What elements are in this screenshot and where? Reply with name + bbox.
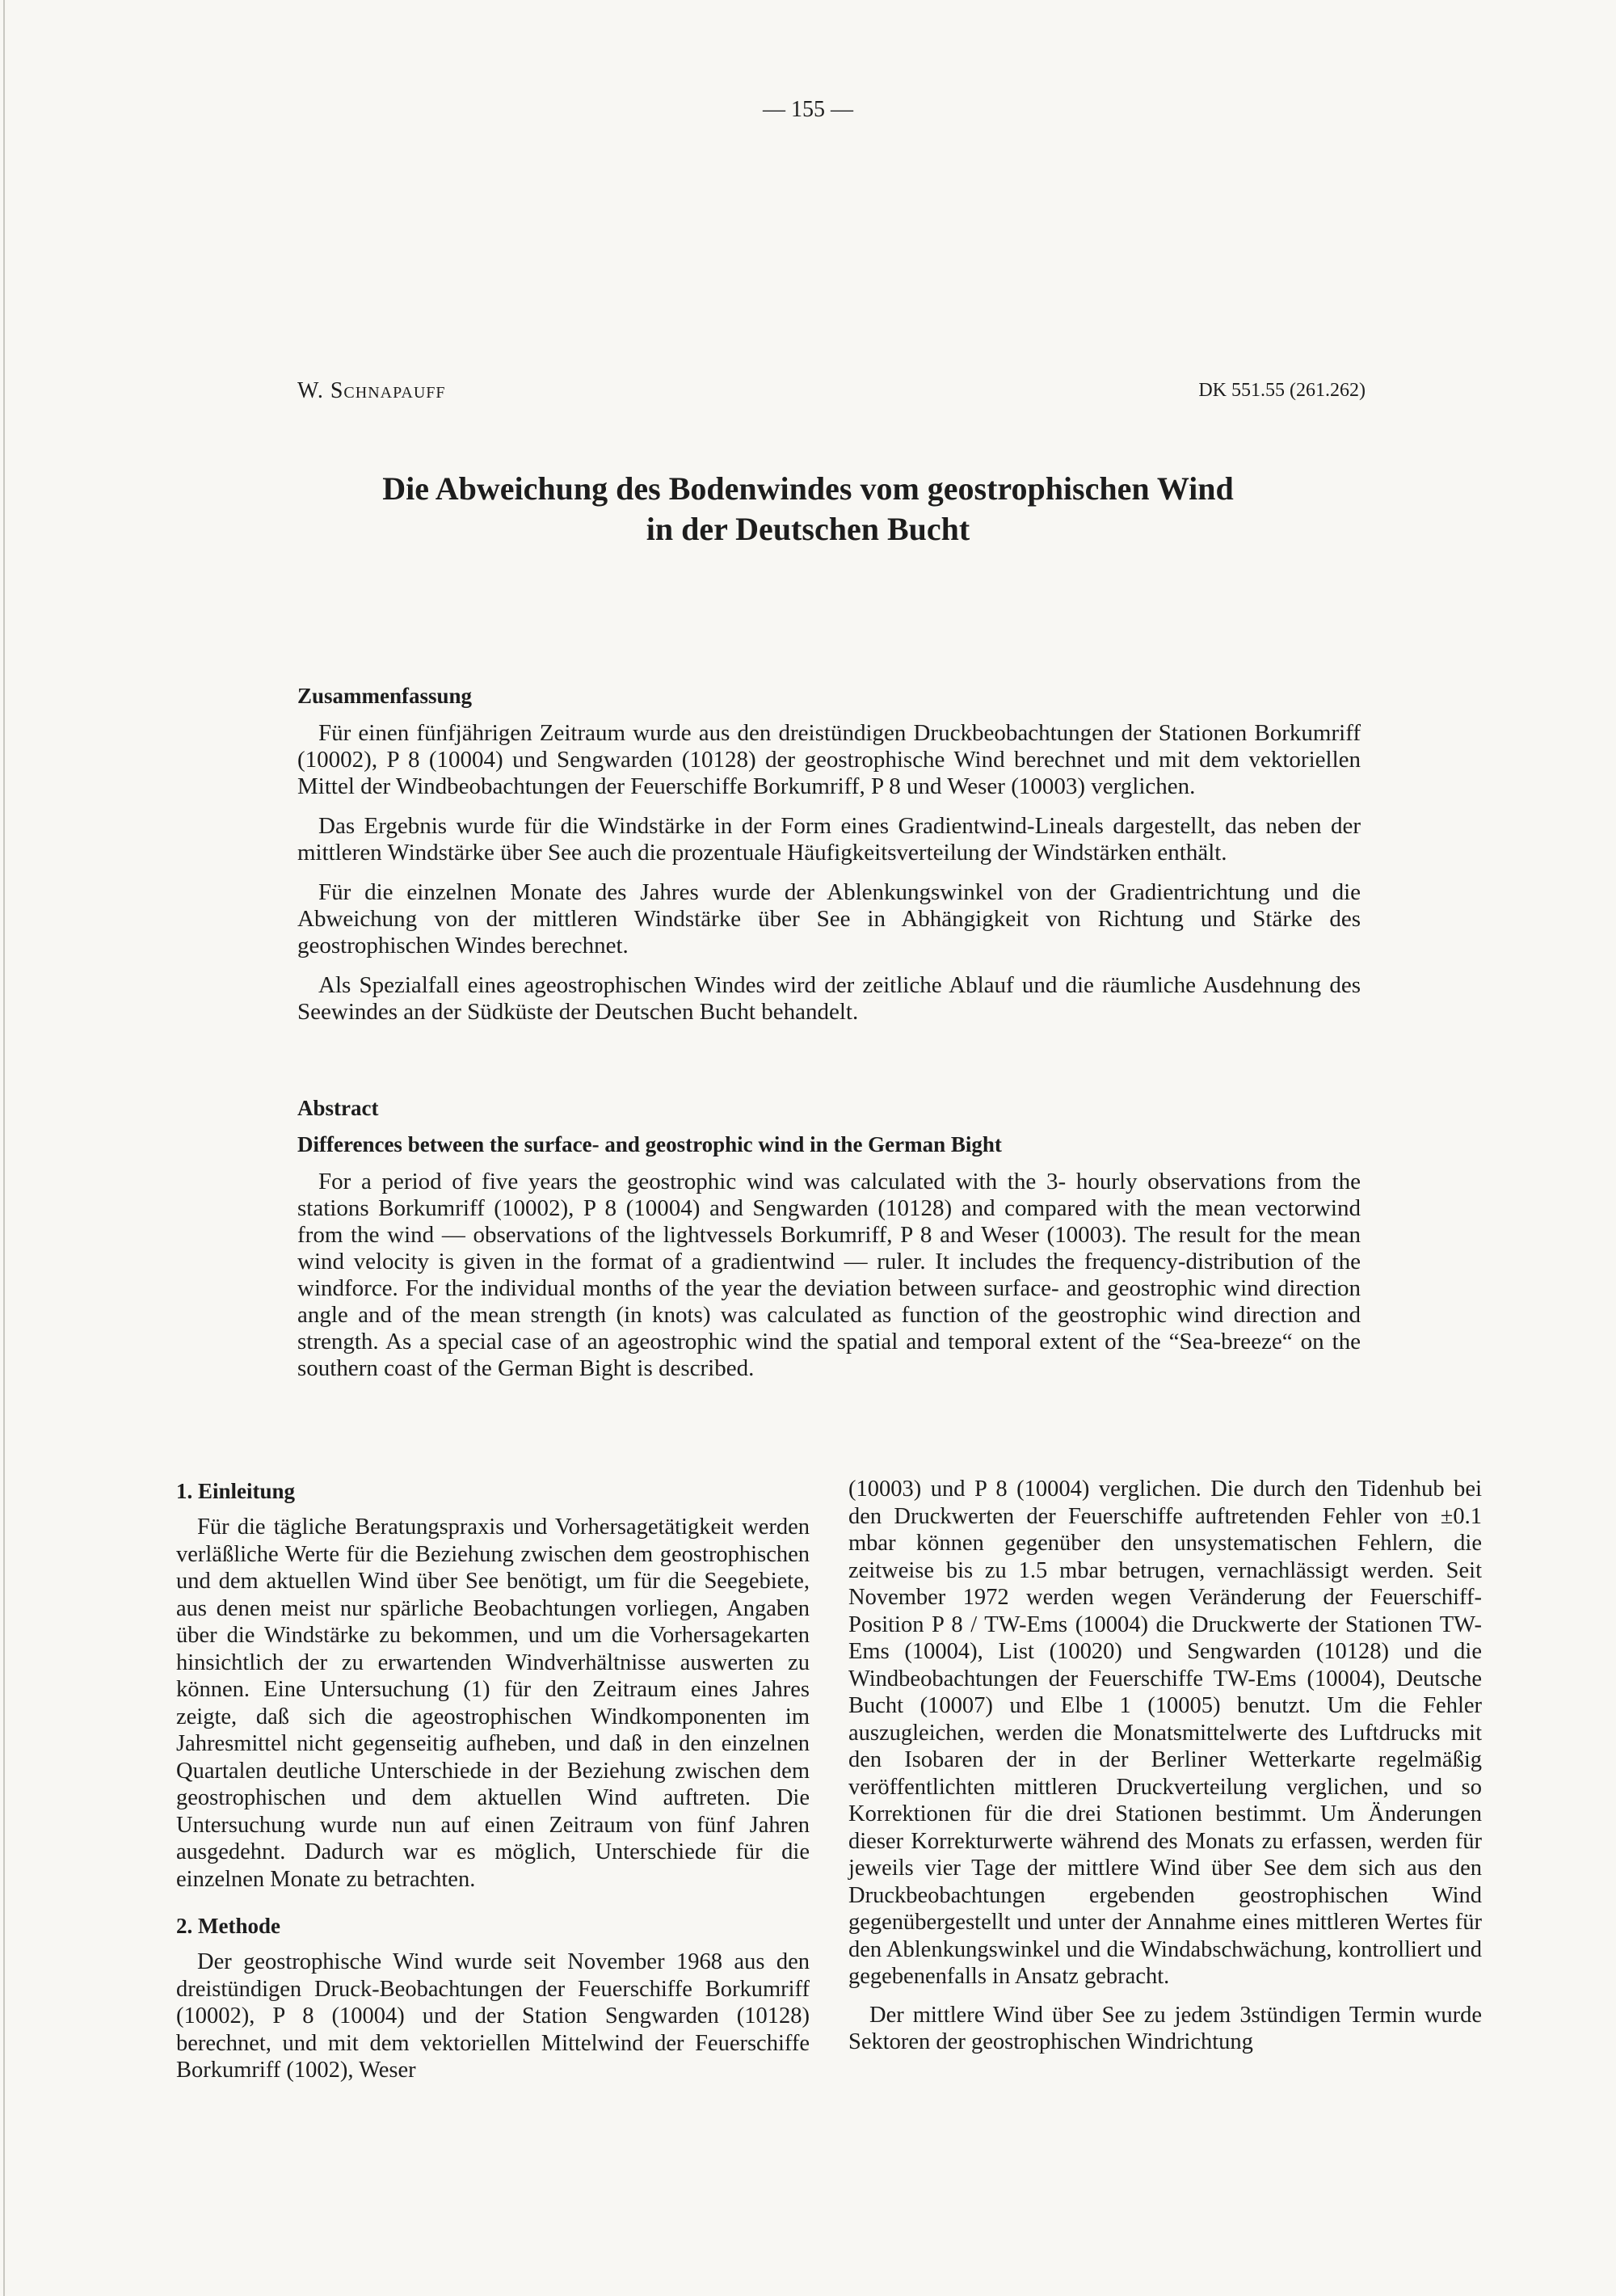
- right-column-paragraph: (10003) und P 8 (10004) verglichen. Die durch den Tidenhub bei den Druckwerten der Feuerschiffe auftretenden Fehler von ±0.1 mbar können gegenüber den unsystematischen Fehlern, die zeitweise bis zu 1.5 mbar betrugen, vernachlässigt werden. Seit November 1972 werden wegen Veränderung der Feuerschiff-Position P 8 / TW-Ems (10004) die Druckwerte der Stationen TW-Ems (10004), List (10020) und Sengwarden (10128) und die Windbeobachtungen der Feuerschiffe TW-Ems (10004), Deutsche Bucht (10007) und Elbe 1 (10005) benutzt. Um die Fehler auszugleichen, werden die Monatsmittelwerte des Luftdrucks mit den Isobaren der in der Berliner Wetterkarte regelmäßig veröffentlichten mittleren Druckverteilung verglichen, und so Korrektionen für die drei Stationen bestimmt. Um Änderungen dieser Korrekturwerte während des Monats zu erfassen, werden für jeweils vier Tage der mittlere Wind über See dem sich aus den Druckbeobachtungen ergebenden geostrophischen Wind gegenübergestellt und unter der Annahme eines mittleren Wertes für den Ablenkungswinkel und die Windabschwächung, kontrolliert und gegebenenfalls in Ansatz gebracht.: [848, 1477, 1482, 1989]
- abstract-subheading: Differences between the surface- and geostrophic wind in the German Bight: [297, 1132, 1002, 1156]
- zusammenfassung-paragraph: Das Ergebnis wurde für die Windstärke in der Form eines Gradientwind-Lineals dargestellt, das neben der mittleren Windstärke über See auch die prozentuale Häufigkeitsverteilung der Windstärken enthält.: [297, 813, 1361, 866]
- abstract-heading: Abstract: [297, 1096, 379, 1120]
- author: [297, 378, 446, 404]
- scan-edge: [3, 0, 5, 2296]
- dk-classification: DK 551.55 (261.262): [1198, 380, 1366, 401]
- einleitung-heading: 1. Einleitung: [176, 1479, 296, 1503]
- methode-paragraph: Der geostrophische Wind wurde seit November 1968 aus den dreistündigen Druck-Beobachtungen der Feuerschiffe Borkumriff (10002), P 8 (10004) und der Station Sengwarden (10128) berechnet, und mit dem vektoriellen Mittelwind der Feuerschiffe Borkumriff (1002), Weser: [176, 1949, 810, 2083]
- abstract-section: [297, 1096, 1361, 1395]
- author-surname: Schnapauff: [330, 378, 446, 403]
- methode-heading: 2. Methode: [176, 1914, 280, 1938]
- author-initial: W.: [297, 378, 330, 403]
- left-column: [176, 1476, 810, 2096]
- page-number: — 155 —: [763, 97, 853, 122]
- paper-title: [242, 469, 1374, 550]
- zusammenfassung-paragraph: Für die einzelnen Monate des Jahres wurde der Ablenkungswinkel von der Gradientrichtung und die Abweichung von der mittleren Windstärke über See in Abhängigkeit von Richtung und Stärke des geostrophischen Windes berechnet.: [297, 879, 1361, 958]
- right-column-paragraph: Der mittlere Wind über See zu jedem 3stündigen Termin wurde Sektoren der geostrophischen Windrichtung: [848, 2002, 1482, 2054]
- einleitung-paragraph: Für die tägliche Beratungspraxis und Vorhersagetätigkeit werden verläßliche Werte für die Beziehung zwischen dem geostrophischen und dem aktuellen Wind über See benötigt, um für die Seegebiete, aus denen meist nur spärliche Beobachtungen vorliegen, Angaben über die Windstärke zu bekommen, und um die Vorhersagekarten hinsichtlich der zu erwartenden Windverhältnisse auswerten zu können. Eine Untersuchung (1) für den Zeitraum eines Jahres zeigte, daß sich die ageostrophischen Windkomponenten im Jahresmittel nicht gegenseitig aufheben, und daß in den einzelnen Quartalen deutliche Unterschiede in der Beziehung zwischen dem geostrophischen und dem aktuellen Wind auftreten. Die Untersuchung wurde nun auf einen Zeitraum von fünf Jahren ausgedehnt. Dadurch war es möglich, Unterschiede für die einzelnen Monate zu betrachten.: [176, 1515, 810, 1892]
- title-line-1: Die Abweichung des Bodenwindes vom geostrophischen Wind: [382, 470, 1234, 507]
- zusammenfassung-paragraph: Als Spezialfall eines ageostrophischen Windes wird der zeitliche Ablauf und die räumliche Ausdehnung des Seewindes an der Südküste der Deutschen Bucht behandelt.: [297, 972, 1361, 1025]
- title-line-2: in der Deutschen Bucht: [646, 511, 970, 547]
- abstract-paragraph: For a period of five years the geostrophic wind was calculated with the 3- hourly observations from the stations Borkumriff (10002), P 8 (10004) and Sengwarden (10128) and compared with the mean vectorwind from the wind — observations of the lightvessels Borkumriff, P 8 and Weser (10003). The result for the mean wind velocity is given in the format of a gradientwind — ruler. It includes the frequency-distribution of the windforce. For the individual months of the year the deviation between surface- and geostrophic wind direction angle and of the mean strength (in knots) was calculated as function of the geostrophic wind direction and strength. As a special case of an ageostrophic wind the spatial and temporal extent of the “Sea-breeze“ on the southern coast of the German Bight is described.: [297, 1169, 1361, 1381]
- right-column: [848, 1476, 1482, 2067]
- zusammenfassung-section: [297, 684, 1361, 1038]
- zusammenfassung-paragraph: Für einen fünfjährigen Zeitraum wurde aus den dreistündigen Druckbeobachtungen der Stationen Borkumriff (10002), P 8 (10004) und Sengwarden (10128) der geostrophische Wind berechnet und mit dem vektoriellen Mittel der Windbeobachtungen der Feuerschiffe Borkumriff, P 8 und Weser (10003) verglichen.: [297, 720, 1361, 799]
- zusammenfassung-heading: Zusammenfassung: [297, 684, 473, 708]
